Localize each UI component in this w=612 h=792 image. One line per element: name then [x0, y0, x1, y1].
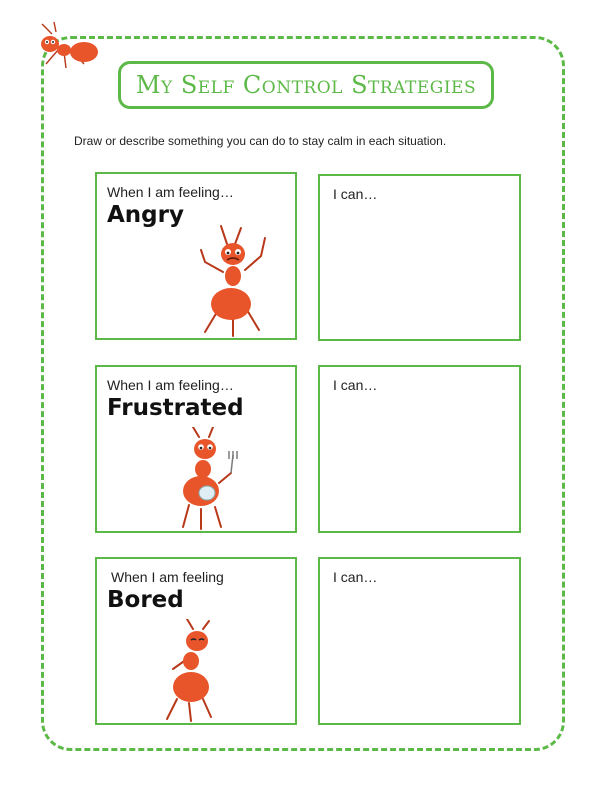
response-box-frustrated[interactable]: [318, 365, 521, 533]
instructions-text: Draw or describe something you can do to stay calm in each situation.: [74, 134, 447, 148]
feeling-lead: When I am feeling…: [107, 377, 234, 393]
bored-ant-icon: [153, 619, 233, 723]
feeling-box-angry: [95, 172, 297, 340]
worksheet-title: My Self Control Strategies: [118, 61, 494, 109]
response-label: I can…: [333, 186, 378, 202]
emotion-label: Angry: [107, 202, 184, 228]
response-box-angry[interactable]: [318, 174, 521, 341]
frustrated-ant-icon: [169, 427, 249, 531]
response-box-bored[interactable]: [318, 557, 521, 725]
angry-ant-icon: [193, 222, 275, 338]
emotion-label: Frustrated: [107, 395, 244, 421]
feeling-lead: When I am feeling…: [107, 184, 234, 200]
emotion-label: Bored: [107, 587, 184, 613]
feeling-lead: When I am feeling: [111, 569, 224, 585]
response-label: I can…: [333, 569, 378, 585]
feeling-box-bored: [95, 557, 297, 725]
feeling-box-frustrated: [95, 365, 297, 533]
response-label: I can…: [333, 377, 378, 393]
ant-icon: [28, 20, 104, 74]
